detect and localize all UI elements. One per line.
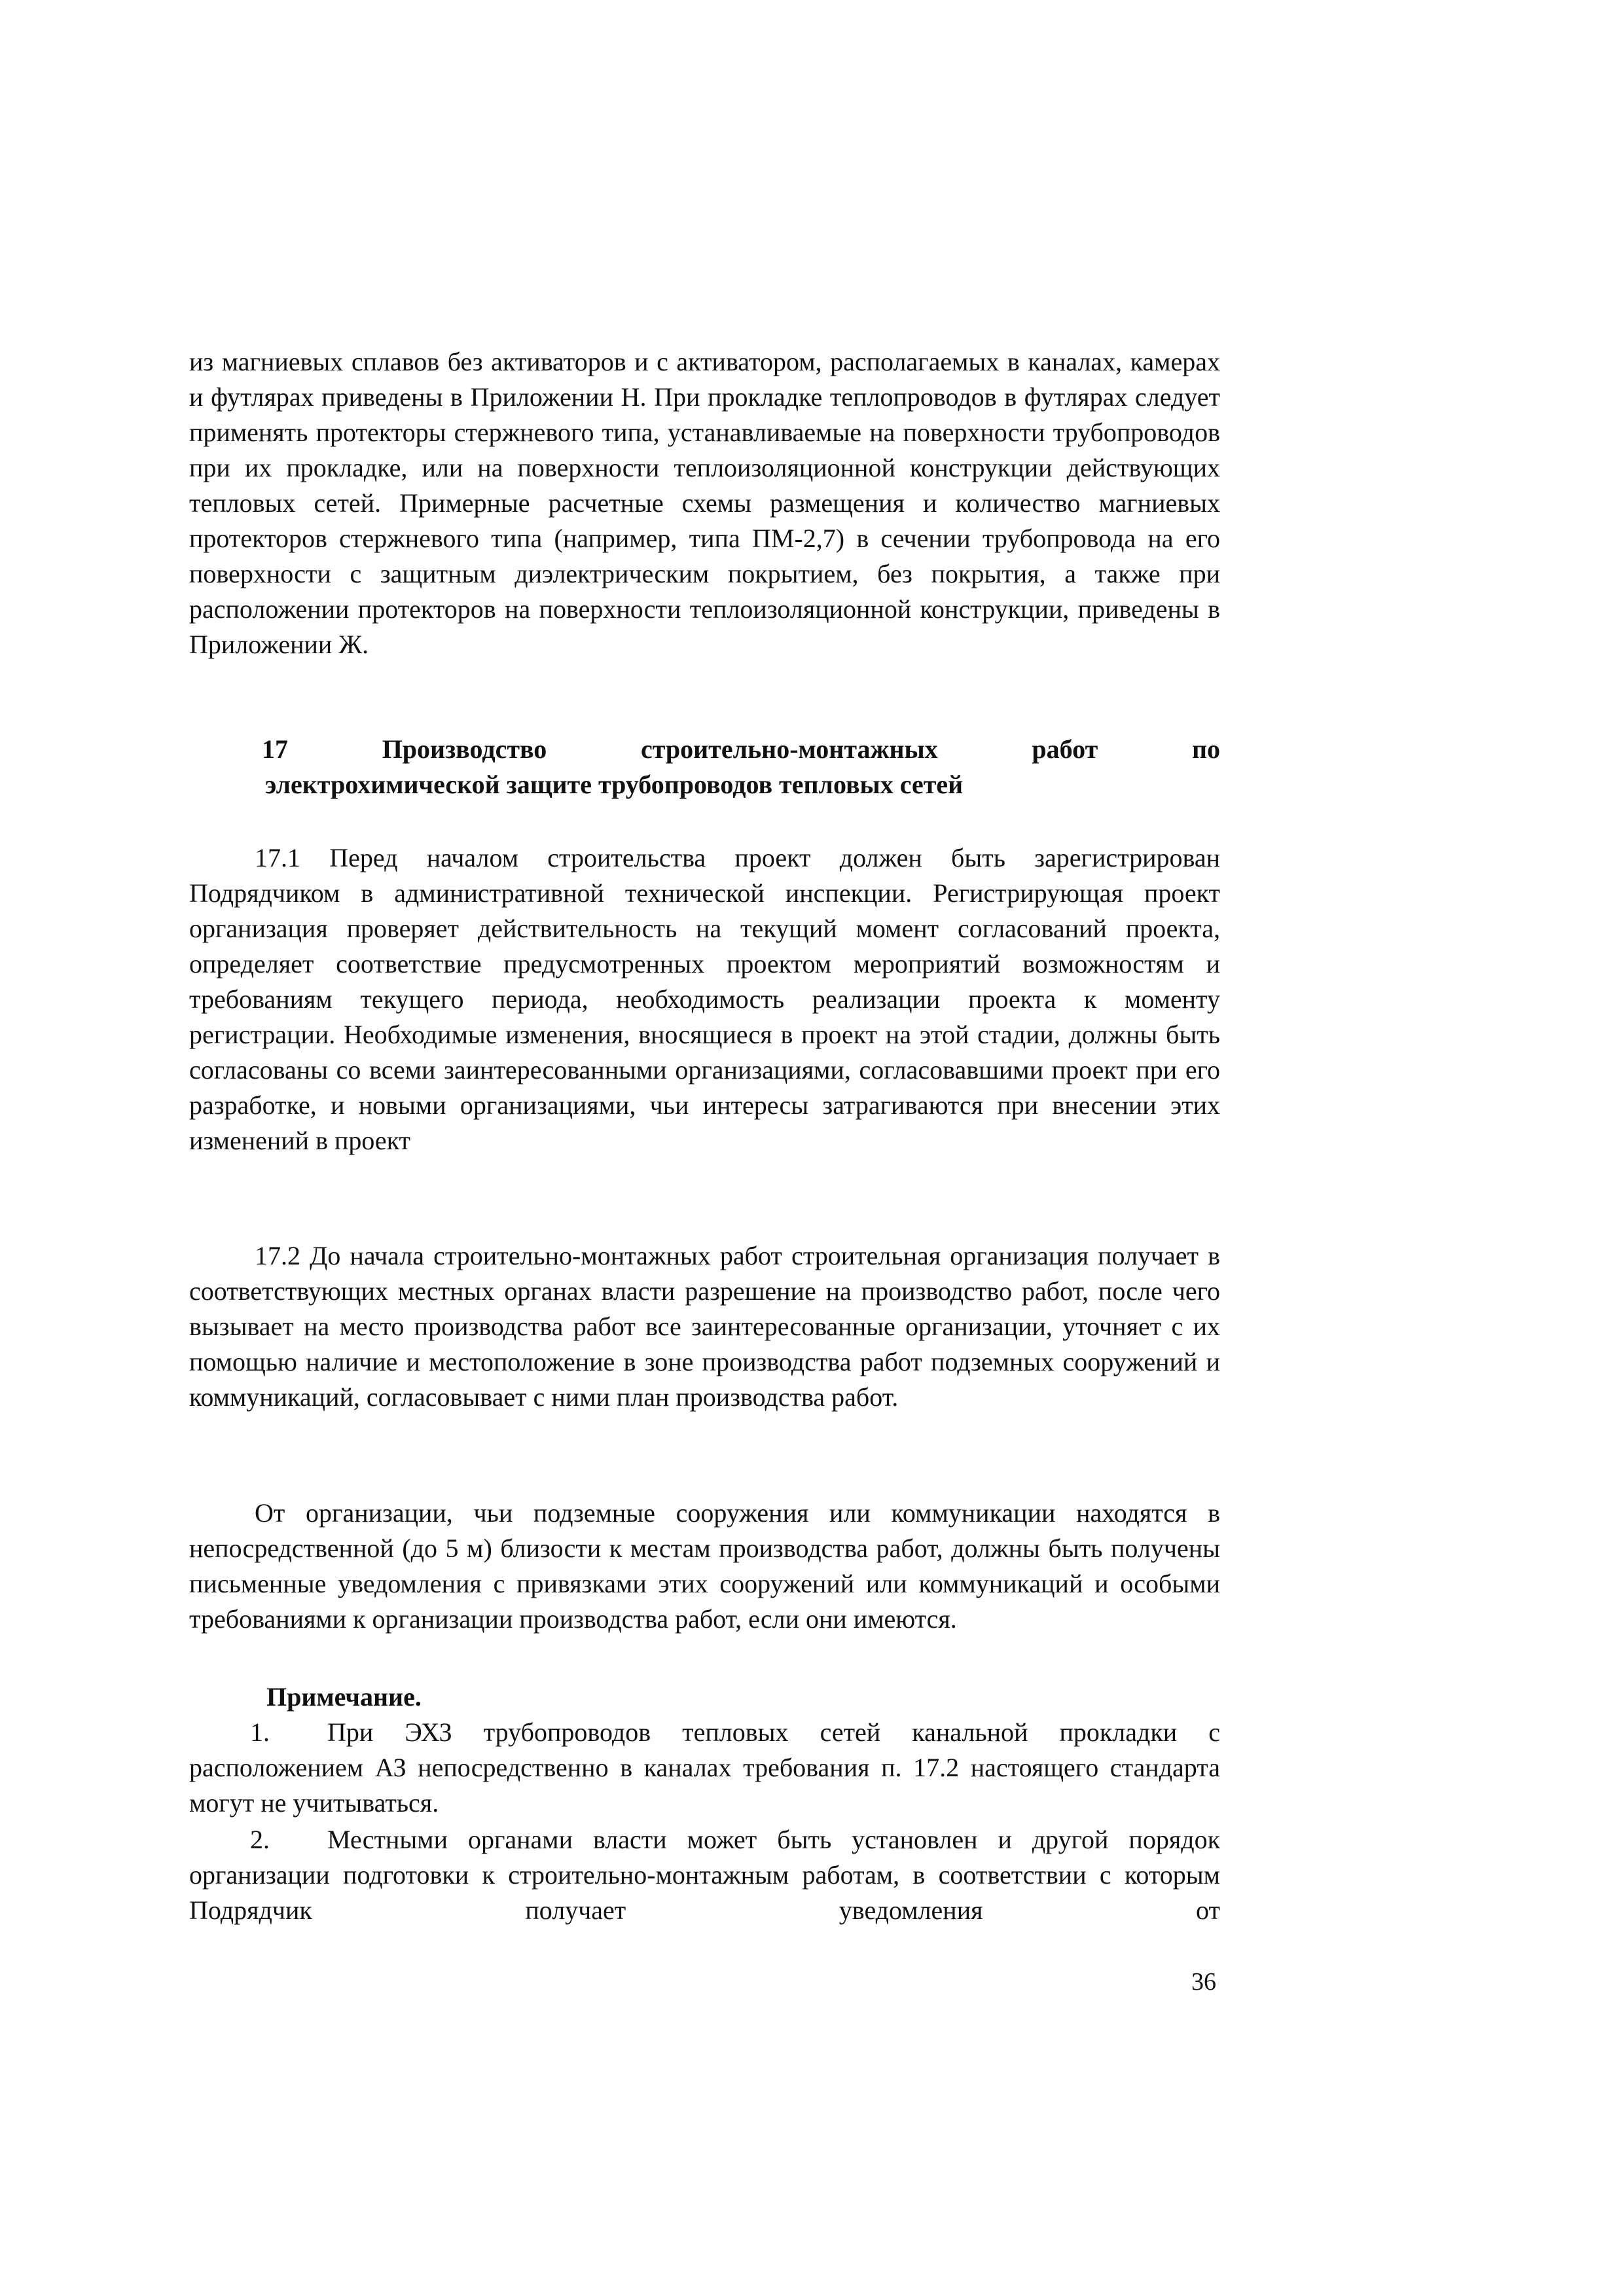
note-item-text: Местными органами власти может быть установлен и другой порядок организации подготовки к строительно-монтажным работам, в соответствии с которым Подрядчик получает уведомления от — [189, 1825, 1220, 1925]
note-item — [189, 1822, 1220, 1928]
paragraph-17-2-continuation: От организации, чьи подземные сооружения или коммуникации находятся в непосредственной (до 5 м) близости к местам производства работ, должны быть получены письменные уведомления с привязками этих сооружений или коммуникаций и особыми требованиями к организации производства работ, если они имеются. — [189, 1498, 1220, 1634]
note-title: Примечание. — [266, 1682, 422, 1712]
section-number: 17 — [262, 734, 288, 764]
section-title-line2: электрохимической защите трубопроводов тепловых сетей — [265, 770, 964, 799]
continuation-paragraph: из магниевых сплавов без активаторов и с активатором, располагаемых в каналах, камерах и футлярах приведены в Приложении Н. При прокладке теплопроводов в футлярах следует применять протекторы стержневого типа, устанавливаемые на поверхности трубопроводов при их прокладке, или на поверхности теплоизоляционной конструкции действующих тепловых сетей. Примерные расчетные схемы размещения и количество магниевых протекторов стержневого типа (например, типа ПМ-2,7) в сечении трубопровода на его поверхности с защитным диэлектрическим покрытием, без покрытия, а также при расположении протекторов на поверхности теплоизоляционной конструкции, приведены в Приложении Ж. — [189, 347, 1220, 659]
paragraph-17-2: 17.2 До начала строительно-монтажных работ строительная организация получает в соответствующих местных органах власти разрешение на производство работ, после чего вызывает на место производства работ все заинтересованные организации, уточняет с их помощью наличие и местоположение в зоне производства работ подземных сооружений и коммуникаций, согласовывает с ними план производства работ. — [189, 1241, 1220, 1412]
section-title-word: по — [1191, 734, 1220, 764]
page-number: 36 — [1191, 1968, 1216, 1996]
section-title-word: работ — [1032, 734, 1098, 764]
note-item-text: При ЭХЗ трубопроводов тепловых сетей канальной прокладки с расположением АЗ непосредственно в каналах требования п. 17.2 настоящего стандарта могут не учитываться. — [189, 1717, 1220, 1818]
section-heading — [262, 732, 1220, 802]
section-heading-line1 — [262, 732, 1220, 767]
note-item-number: 2. — [250, 1825, 270, 1854]
note-item-number: 1. — [250, 1717, 270, 1747]
paragraph-17-1: 17.1 Перед началом строительства проект должен быть зарегистрирован Подрядчиком в административной технической инспекции. Регистрирующая проект организация проверяет действительность на текущий момент согласований проекта, определяет соответствие предусмотренных проектом мероприятий возможностям и требованиям текущего периода, необходимость реализации проекта к моменту регистрации. Необходимые изменения, вносящиеся в проект на этой стадии, должны быть согласованы со всеми заинтересованными организациями, согласовавшими проект при его разработке, и новыми организациями, чьи интересы затрагиваются при внесении этих изменений в проект — [189, 843, 1220, 1155]
section-title-word: строительно-монтажных — [641, 734, 938, 764]
section-title-word: Производство — [382, 734, 547, 764]
note-item — [189, 1715, 1220, 1821]
